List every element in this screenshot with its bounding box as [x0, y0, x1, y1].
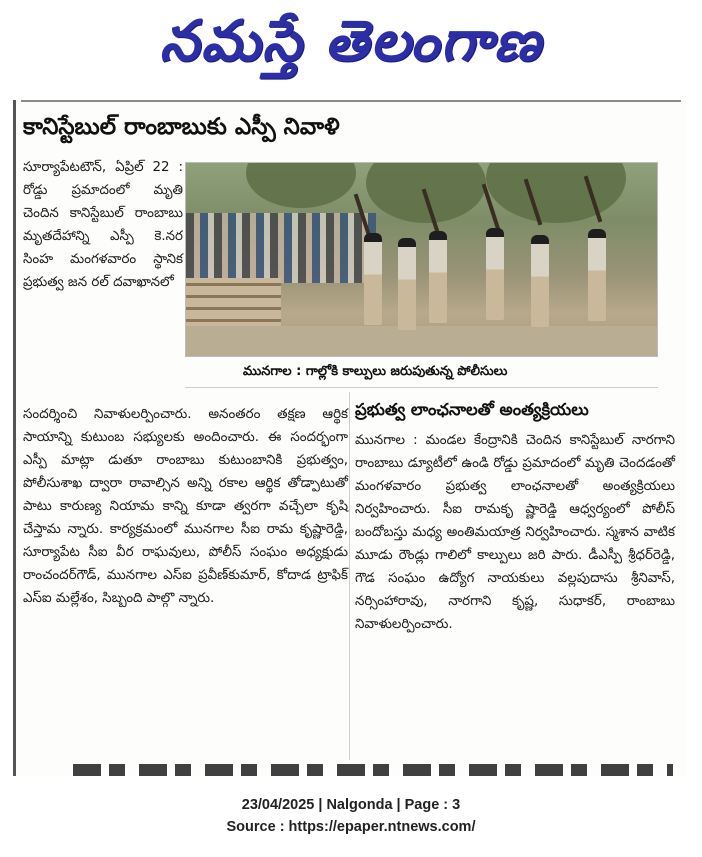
source-link[interactable]: Source : https://epaper.ntnews.com/	[226, 819, 476, 835]
clipping-top-edge	[21, 100, 681, 106]
newspaper-masthead	[0, 0, 702, 96]
news-photo	[185, 162, 658, 357]
clipping-left-rule	[13, 100, 16, 776]
column-divider	[349, 392, 350, 760]
article-lead-narrow: సూర్యాపేటటౌన్, ఏప్రిల్ 22 : రోడ్డు ప్రమాదంలో మృతి చెందిన కానిస్టేబుల్ రాంబాబు మృతదేహాన్ని ఎస్పీ కె.నర సింహ మంగళవారం స్థానిక ప్రభుత్వ జన రల్ దవాఖానలో	[23, 160, 183, 290]
news-clipping	[13, 100, 686, 776]
sub-headline: ప్రభుత్వ లాంఛనాలతో అంత్యక్రియలు	[355, 400, 589, 419]
sub-article-body: మునగాల : మండల కేంద్రానికి చెందిన కానిస్టేబుల్ నారగాని రాంబాబు డ్యూటీలో ఉండి రోడ్డు ప్రమాదంలో మృతి చెందడంతో మంగళవారం ప్రభుత్వ లాంఛనాలతో అంత్యక్రియలు నిర్వహించారు. సీఐ రామకృ ష్ణారెడ్డి ఆధ్వర్యంలో పోలీస్ బందోబస్తు మధ్య అంతిమయాత్ర నిర్వహించారు. స్మశాన వాటిక మూడు రౌండ్లు గాలిలో కాల్పులు జరి పారు. డీఎస్పీ శ్రీధర్‌రెడ్డి, గౌడ సంఘం ఉద్యోగ నాయకులు వల్లపుదాసు శ్రీనివాస్, నర్సింహారావు, నారగాని కృష్ణ, సుధాకర్, రాంబాబు నివాళులర్పించారు.	[355, 433, 675, 632]
edition-info: 23/04/2025 | Nalgonda | Page : 3	[241, 797, 461, 813]
article-lead-continued: సందర్శించి నివాళులర్పించారు. అనంతరం తక్షణ ఆర్థిక సాయాన్ని కుటుంబ సభ్యులకు అందించారు. ఈ సందర్భంగా ఎస్పీ మాట్లా డుతూ రాంబాబు కుటుంబానికి ప్రభుత్వం, పోలీసుశాఖ ద్వారా రావాల్సిన అన్ని రకాల ఆర్థిక తోడ్పాటుతో పాటు కారుణ్య నియామ కాన్ని కూడా త్వరగా వచ్చేలా కృషి చేస్తామ న్నారు. కార్యక్రమంలో మునగాల సీఐ రామ కృష్ణారెడ్డి, సూర్యాపేట సీఐ వీర రాఘవులు, పోలీస్ సంఘం అధ్యక్షుడు రాంచందర్‌గౌడ్, మునగాల ఎస్ఐ ప్రవీణ్‌కుమార్, కోదాడ ట్రాఫిక్ ఎస్ఐ మల్లేశం, సిబ్బంది పాల్గొ న్నారు.	[23, 407, 348, 606]
masthead-title: నమస్తే తెలంగాణ	[159, 8, 543, 74]
article-headline: కానిస్టేబుల్ రాంబాబుకు ఎస్పీ నివాళి	[23, 114, 340, 140]
clipping-bottom-cut-text	[73, 764, 673, 776]
photo-caption: మునగాల : గాల్లోకి కాల్పులు జరుపుతున్న పోలీసులు	[185, 358, 658, 388]
